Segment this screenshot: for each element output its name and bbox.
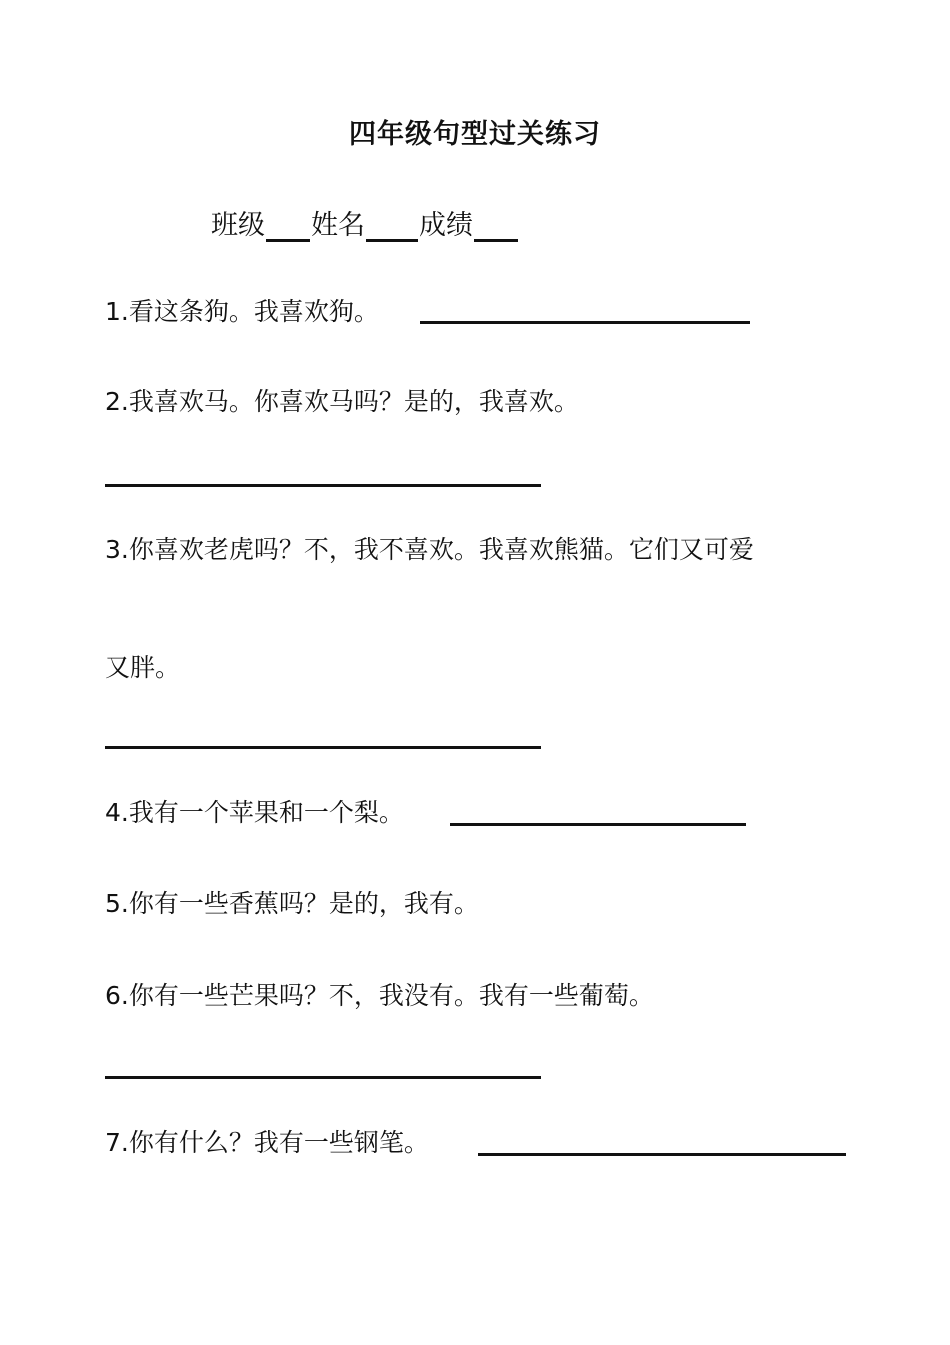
student-info-row — [211, 203, 519, 242]
answer-line-2[interactable] — [105, 484, 541, 487]
question-number: 3. — [105, 535, 129, 564]
question-4 — [105, 795, 404, 831]
question-3 — [105, 532, 754, 568]
question-3-continuation — [105, 650, 180, 686]
question-number: 2. — [105, 387, 129, 416]
class-label: 班级 — [211, 210, 265, 241]
question-text: 我有一个苹果和一个梨。 — [128, 798, 404, 827]
answer-line-3[interactable] — [105, 746, 541, 749]
question-6 — [105, 978, 654, 1014]
question-text-continued: 又胖。 — [105, 653, 181, 682]
name-label: 姓名 — [311, 210, 365, 241]
score-label: 成绩 — [419, 210, 473, 241]
name-blank[interactable] — [366, 211, 418, 242]
page-title: 四年级句型过关练习 — [349, 119, 601, 150]
answer-line-6[interactable] — [105, 1076, 541, 1079]
question-number: 6. — [105, 981, 129, 1010]
question-1 — [105, 294, 379, 330]
question-text: 你有一些香蕉吗？是的，我有。 — [128, 889, 479, 918]
question-7 — [105, 1125, 429, 1161]
class-blank[interactable] — [266, 211, 310, 242]
question-5 — [105, 886, 479, 922]
question-text: 看这条狗。我喜欢狗。 — [128, 297, 379, 326]
question-number: 5. — [105, 889, 129, 918]
question-number: 1. — [105, 297, 129, 326]
answer-line-7[interactable] — [478, 1153, 846, 1156]
question-text: 你有一些芒果吗？不，我没有。我有一些葡萄。 — [128, 981, 654, 1010]
question-2 — [105, 384, 579, 420]
score-blank[interactable] — [474, 211, 518, 242]
question-text: 我喜欢马。你喜欢马吗？是的，我喜欢。 — [128, 387, 579, 416]
question-text: 你喜欢老虎吗？不，我不喜欢。我喜欢熊猫。它们又可爱 — [128, 535, 754, 564]
answer-line-1[interactable] — [420, 321, 750, 324]
question-number: 4. — [105, 798, 129, 827]
question-number: 7. — [105, 1128, 129, 1157]
answer-line-4[interactable] — [450, 823, 746, 826]
question-text: 你有什么？我有一些钢笔。 — [128, 1128, 429, 1157]
